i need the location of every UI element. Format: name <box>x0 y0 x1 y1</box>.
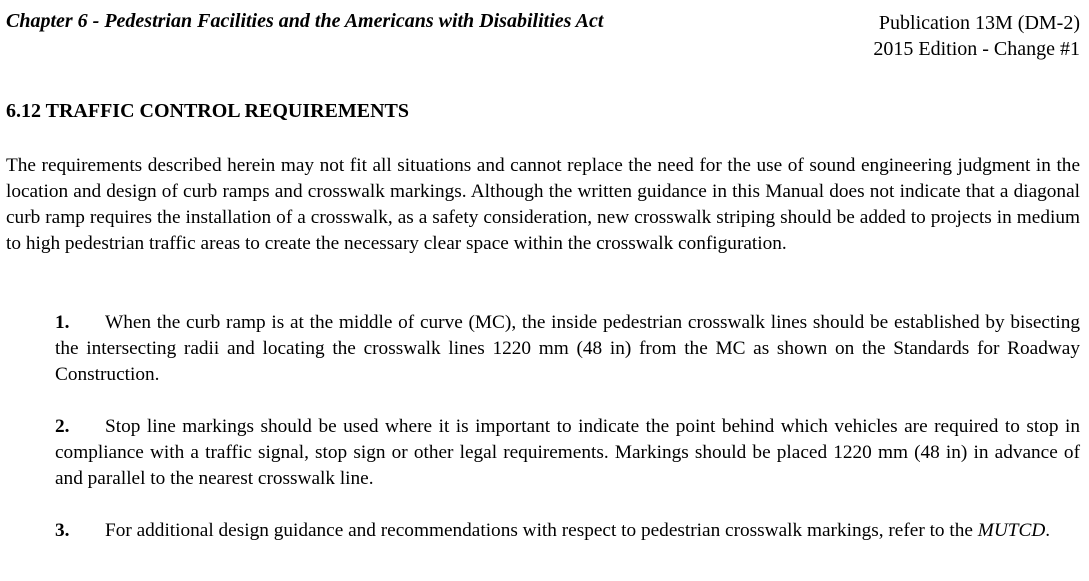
list-item-text: Stop line markings should be used where it is important to indicate the point behind which vehicles are required to stop in compliance with a traffic signal, stop sign or other legal requirements. Markings should be placed 1220 mm (48 in) in advance of and parallel to the nearest crosswalk line. <box>55 416 1080 489</box>
list-item-number: 1. <box>55 312 70 333</box>
edition-label: 2015 Edition - Change #1 <box>873 38 1080 60</box>
list-item <box>55 518 1080 544</box>
list-item-number: 2. <box>55 416 70 437</box>
publication-info <box>873 10 1080 62</box>
section-title: 6.12 TRAFFIC CONTROL REQUIREMENTS <box>6 100 410 122</box>
list-item-text: When the curb ramp is at the middle of curve (MC), the inside pedestrian crosswalk lines should be established by bisecting the intersecting radii and locating the crosswalk lines 1220 mm (48 in) from the MC as shown on the Standards for Roadway Construction. <box>55 312 1080 385</box>
list-item <box>55 414 1080 492</box>
list-item-suffix: . <box>1045 520 1051 541</box>
publication-number: Publication 13M (DM-2) <box>878 12 1080 34</box>
list-item <box>55 310 1080 388</box>
chapter-header: Chapter 6 - Pedestrian Facilities and the Americans with Disabilities Act <box>6 10 604 32</box>
intro-paragraph: The requirements described herein may not fit all situations and cannot replace the need for the use of sound engineering judgment in the location and design of curb ramps and crosswalk markings. Although the written guidance in this Manual does not indicate that a diagonal curb ramp requires the installation of a crosswalk, as a safety consideration, new crosswalk striping should be added to projects in medium to high pedestrian traffic areas to create the necessary clear space within the crosswalk configuration. <box>6 155 1080 254</box>
list-item-number: 3. <box>55 520 70 541</box>
mutcd-reference: MUTCD <box>977 520 1046 541</box>
list-item-text: For additional design guidance and recommendations with respect to pedestrian crosswalk markings, refer to the <box>105 520 978 541</box>
